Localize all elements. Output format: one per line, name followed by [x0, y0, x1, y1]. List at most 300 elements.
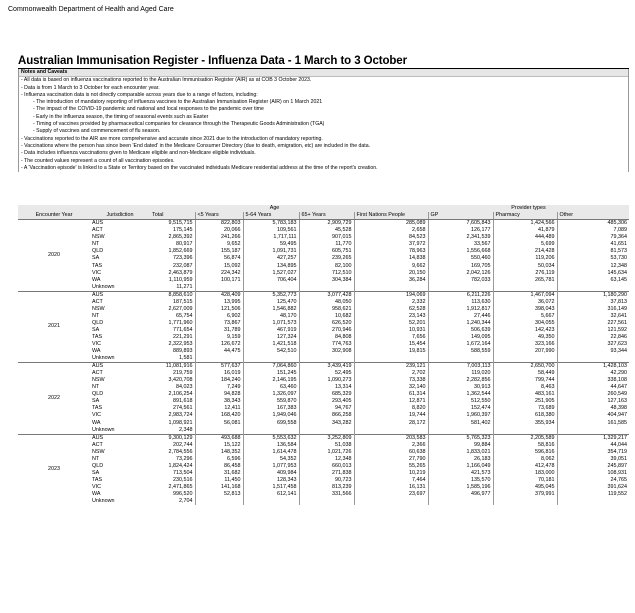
value-cell: 1,556,668 — [428, 248, 493, 255]
value-cell: 355,934 — [493, 419, 557, 426]
value-cell: 136,584 — [243, 442, 299, 449]
value-cell — [243, 355, 299, 363]
col-age-lt5: <5 Years — [195, 212, 243, 220]
value-cell: 32,641 — [557, 313, 629, 320]
value-cell: 127,163 — [557, 398, 629, 405]
value-cell: 444,489 — [493, 234, 557, 241]
value-cell: 62,528 — [354, 306, 428, 313]
table-row — [18, 234, 629, 241]
value-cell: 11,450 — [195, 477, 243, 484]
value-cell: 63,145 — [557, 276, 629, 283]
note-line: - Early in the influenza season, the timing of seasonal events such as Easter — [33, 113, 209, 120]
table-row — [18, 463, 629, 470]
table-row — [18, 477, 629, 484]
value-cell — [428, 284, 493, 292]
value-cell: 626,520 — [299, 320, 354, 327]
value-cell: 2,322,953 — [168, 341, 193, 348]
value-cell: 265,781 — [493, 276, 557, 283]
table-row — [18, 348, 629, 355]
value-cell: 1,362,544 — [428, 391, 493, 398]
value-cell: 2,658 — [354, 227, 428, 234]
value-cell — [354, 498, 428, 505]
table-row — [18, 227, 629, 234]
table-row — [18, 299, 629, 306]
value-cell: 175,145 — [173, 227, 193, 234]
value-cell: 404,947 — [557, 412, 629, 419]
value-cell: 1,424,566 — [493, 220, 557, 228]
jurisdiction-cell: AUS — [90, 363, 150, 371]
value-cell: 10,219 — [354, 470, 428, 477]
value-cell — [195, 284, 243, 292]
value-cell — [557, 284, 629, 292]
value-cell — [299, 355, 354, 363]
value-cell: 293,405 — [299, 398, 354, 405]
value-cell: 121,592 — [557, 327, 629, 334]
value-cell: 60,638 — [354, 449, 428, 456]
value-cell — [243, 498, 299, 505]
value-cell: 1,110,959 — [168, 276, 193, 283]
encounter-year-cell: 2022 — [18, 363, 90, 434]
note-line: - Vaccinations where the person has since been 'End dated' in the Medicare Consumer Directory (due to death, emigration, etc) are included in the data. — [21, 142, 371, 149]
value-cell: 194,069 — [354, 291, 428, 299]
value-cell: 42,290 — [557, 370, 629, 377]
value-cell: 822,803 — [195, 220, 243, 228]
value-cell: 52,813 — [195, 491, 243, 498]
value-cell: 596,816 — [493, 449, 557, 456]
value-cell: 1,421,518 — [243, 341, 299, 348]
table-row — [18, 248, 629, 255]
value-cell: 48,170 — [243, 313, 299, 320]
jurisdiction-cell: QLD — [92, 319, 104, 326]
value-cell: 127,324 — [243, 334, 299, 341]
value-cell: 467,919 — [243, 327, 299, 334]
value-cell: 771,654 — [173, 326, 193, 333]
note-line: - The counted values represent a count of all vaccination episodes. — [21, 157, 175, 164]
value-cell: 485,306 — [557, 220, 629, 228]
value-cell: 412,478 — [493, 463, 557, 470]
value-cell: 379,991 — [493, 491, 557, 498]
jurisdiction-cell: QLD — [92, 391, 104, 398]
value-cell: 12,871 — [354, 398, 428, 405]
value-cell: 58,816 — [493, 442, 557, 449]
value-cell: 285,089 — [354, 220, 428, 228]
col-first-nations: First Nations People — [354, 212, 428, 220]
value-cell — [493, 426, 557, 434]
value-cell: 1,517,458 — [243, 484, 299, 491]
col-age-65: 65+ Years — [299, 212, 354, 220]
value-cell: 1,833,021 — [428, 449, 493, 456]
value-cell: 2,704 — [179, 498, 193, 505]
value-cell: 581,402 — [428, 419, 493, 426]
value-cell — [557, 355, 629, 363]
value-cell — [493, 498, 557, 505]
value-cell: 12,348 — [299, 456, 354, 463]
value-cell: 10,931 — [354, 327, 428, 334]
blank-header — [18, 205, 195, 212]
table-row — [18, 341, 629, 348]
value-cell: 10,682 — [299, 313, 354, 320]
value-cell: 2,650,700 — [493, 363, 557, 371]
value-cell: 14,838 — [354, 255, 428, 262]
age-group-header: Age — [195, 205, 354, 212]
value-cell: 45,528 — [299, 227, 354, 234]
value-cell: 53,730 — [557, 255, 629, 262]
col-pharmacy: Pharmacy — [493, 212, 557, 220]
value-cell: 1,166,049 — [428, 463, 493, 470]
table-row — [18, 434, 629, 442]
value-cell — [493, 284, 557, 292]
table-row — [18, 313, 629, 320]
value-cell: 121,506 — [195, 306, 243, 313]
value-cell: 391,624 — [557, 484, 629, 491]
table-row — [18, 327, 629, 334]
value-cell: 6,211,226 — [428, 291, 493, 299]
value-cell: 1,527,027 — [243, 269, 299, 276]
value-cell: 304,055 — [493, 320, 557, 327]
value-cell: 713,504 — [173, 469, 193, 476]
value-cell: 7,249 — [195, 384, 243, 391]
value-cell: 65,754 — [176, 312, 193, 319]
value-cell: 23,697 — [354, 491, 428, 498]
value-cell: 44,647 — [557, 384, 629, 391]
value-cell: 799,744 — [493, 377, 557, 384]
jurisdiction-cell: TAS — [92, 405, 103, 412]
value-cell: 203,583 — [354, 434, 428, 442]
value-cell: 866,258 — [299, 412, 354, 419]
value-cell: 221,291 — [173, 333, 193, 340]
value-cell: 327,623 — [557, 341, 629, 348]
jurisdiction-cell: WA — [92, 348, 101, 355]
note-line: - The introduction of mandatory reporting of influenza vaccines to the Australian Immunisation Register (AIR) on 1 March 2021 — [33, 99, 323, 106]
table-row — [18, 377, 629, 384]
jurisdiction-cell: NT — [92, 241, 100, 248]
value-cell: 891,618 — [173, 398, 193, 405]
value-cell: 32,140 — [354, 384, 428, 391]
value-cell: 38,343 — [195, 398, 243, 405]
jurisdiction-cell: NSW — [92, 305, 105, 312]
value-cell: 51,038 — [299, 442, 354, 449]
value-cell: 50,034 — [493, 262, 557, 269]
value-cell — [557, 498, 629, 505]
value-cell: 338,108 — [557, 377, 629, 384]
value-cell: 52,201 — [354, 320, 428, 327]
value-cell: 723,396 — [173, 255, 193, 262]
note-line: - Supply of vaccines and commencement of flu season. — [33, 128, 161, 135]
value-cell: 2,348 — [179, 426, 193, 433]
value-cell: 493,688 — [195, 434, 243, 442]
value-cell: 1,546,882 — [243, 306, 299, 313]
value-cell: 142,423 — [493, 327, 557, 334]
table-row — [18, 442, 629, 449]
jurisdiction-cell: Unknown — [92, 498, 115, 505]
value-cell: 224,342 — [195, 269, 243, 276]
value-cell: 100,171 — [195, 276, 243, 283]
jurisdiction-cell: WA — [92, 491, 101, 497]
jurisdiction-cell: Unknown — [92, 426, 115, 433]
value-cell: 86,458 — [195, 463, 243, 470]
jurisdiction-cell: NT — [92, 384, 100, 391]
value-cell: 6,902 — [195, 313, 243, 320]
value-cell: 12,411 — [195, 405, 243, 412]
table-row — [18, 276, 629, 283]
note-line: - Vaccinations reported to the AIR are more comprehensive and accurate since 2021 due to the introduction of mandatory reporting. — [21, 135, 323, 142]
jurisdiction-cell: NT — [92, 312, 100, 319]
value-cell: 7,089 — [557, 227, 629, 234]
value-cell: 20,150 — [354, 269, 428, 276]
value-cell: 7,464 — [354, 477, 428, 484]
value-cell: 19,815 — [354, 348, 428, 355]
note-line: - Timing of vaccines provided by pharmaceutical companies for clearance through the Therapeutic Goods Administration (TGA) — [33, 121, 325, 128]
value-cell: 2,463,879 — [168, 269, 193, 276]
value-cell: 141,168 — [195, 484, 243, 491]
value-cell: 148,352 — [195, 449, 243, 456]
provider-group-header: Provider types — [428, 205, 629, 212]
value-cell: 7,605,843 — [428, 220, 493, 228]
value-cell: 699,558 — [243, 419, 299, 426]
value-cell: 2,282,856 — [428, 377, 493, 384]
value-cell: 33,567 — [428, 241, 493, 248]
value-cell: 55,265 — [354, 463, 428, 470]
value-cell: 559,870 — [243, 398, 299, 405]
jurisdiction-cell: SA — [92, 326, 100, 333]
table-row — [18, 363, 629, 371]
table-row — [18, 491, 629, 498]
value-cell: 304,384 — [299, 276, 354, 283]
value-cell: 5,699 — [493, 241, 557, 248]
jurisdiction-cell: AUS — [90, 291, 150, 299]
value-cell: 41,651 — [557, 241, 629, 248]
table-row — [18, 370, 629, 377]
jurisdiction-cell: QLD — [92, 248, 104, 255]
value-cell: 1,824,424 — [168, 462, 193, 469]
value-cell: 8,062 — [493, 456, 557, 463]
value-cell: 135,570 — [428, 477, 493, 484]
value-cell: 512,550 — [428, 398, 493, 405]
value-cell: 1,672,164 — [428, 341, 493, 348]
value-cell: 302,908 — [299, 348, 354, 355]
table-row — [18, 449, 629, 456]
value-cell: 6,596 — [195, 456, 243, 463]
jurisdiction-cell: SA — [92, 398, 100, 405]
value-cell: 79,364 — [557, 234, 629, 241]
value-cell: 39,051 — [557, 456, 629, 463]
value-cell: 495,045 — [493, 484, 557, 491]
value-cell: 16,131 — [354, 484, 428, 491]
value-cell: 152,474 — [428, 405, 493, 412]
value-cell: 31,682 — [195, 470, 243, 477]
value-cell: 7,064,860 — [243, 363, 299, 371]
jurisdiction-cell: ACT — [92, 227, 103, 234]
value-cell: 37,813 — [557, 299, 629, 306]
value-cell: 59,495 — [243, 241, 299, 248]
table-row — [18, 291, 629, 299]
col-encounter-year: Encounter Year — [18, 212, 90, 220]
value-cell — [243, 426, 299, 434]
value-cell: 84,808 — [299, 334, 354, 341]
value-cell: 605,751 — [299, 248, 354, 255]
value-cell: 5,553,632 — [243, 434, 299, 442]
value-cell: 239,265 — [299, 255, 354, 262]
table-row — [18, 391, 629, 398]
value-cell: 409,984 — [243, 470, 299, 477]
col-age-5-64: 5-64 Years — [243, 212, 299, 220]
jurisdiction-cell: TAS — [92, 476, 103, 483]
table-row — [18, 306, 629, 313]
value-cell: 126,177 — [428, 227, 493, 234]
value-cell: 82,100 — [299, 262, 354, 269]
value-cell — [299, 426, 354, 434]
value-cell: 1,717,111 — [243, 234, 299, 241]
value-cell: 588,559 — [428, 348, 493, 355]
note-line: - Data is from 1 March to 3 October for each encounter year. — [21, 84, 160, 91]
value-cell: 108,931 — [557, 470, 629, 477]
value-cell: 15,122 — [195, 442, 243, 449]
value-cell: 24,765 — [557, 477, 629, 484]
value-cell: 134,895 — [243, 262, 299, 269]
value-cell: 1,949,046 — [243, 412, 299, 419]
value-cell: 958,621 — [299, 306, 354, 313]
value-cell: 184,240 — [195, 377, 243, 384]
value-cell: 61,314 — [354, 391, 428, 398]
value-cell: 2,332 — [354, 299, 428, 306]
value-cell: 1,071,573 — [243, 320, 299, 327]
table-row — [18, 220, 629, 228]
value-cell: 612,141 — [243, 491, 299, 498]
table-row — [18, 269, 629, 276]
value-cell: 20,066 — [195, 227, 243, 234]
jurisdiction-cell: WA — [92, 276, 101, 283]
value-cell: 427,257 — [243, 255, 299, 262]
value-cell — [428, 355, 493, 363]
value-cell: 1,614,478 — [243, 449, 299, 456]
value-cell: 7,003,113 — [428, 363, 493, 371]
value-cell: 1,240,344 — [428, 320, 493, 327]
value-cell: 2,865,392 — [168, 234, 193, 241]
value-cell: 113,630 — [428, 299, 493, 306]
value-cell: 5,352,773 — [243, 291, 299, 299]
value-cell: 1,021,726 — [299, 449, 354, 456]
value-cell: 276,119 — [493, 269, 557, 276]
value-cell: 421,573 — [428, 470, 493, 477]
value-cell: 44,044 — [557, 442, 629, 449]
value-cell: 36,284 — [354, 276, 428, 283]
value-cell: 271,838 — [299, 470, 354, 477]
value-cell: 496,977 — [428, 491, 493, 498]
value-cell: 126,672 — [195, 341, 243, 348]
value-cell — [243, 284, 299, 292]
value-cell: 2,983,724 — [168, 412, 193, 419]
value-cell: 316,149 — [557, 306, 629, 313]
value-cell: 151,245 — [243, 370, 299, 377]
value-cell: 15,454 — [354, 341, 428, 348]
value-cell: 99,884 — [428, 442, 493, 449]
col-gp: GP — [428, 212, 493, 220]
value-cell: 119,020 — [428, 370, 493, 377]
value-cell: 3,439,419 — [299, 363, 354, 371]
value-cell: 712,510 — [299, 269, 354, 276]
value-cell: 31,789 — [195, 327, 243, 334]
value-cell: 232,087 — [173, 262, 193, 269]
value-cell: 56,081 — [195, 419, 243, 426]
table-row — [18, 284, 629, 292]
value-cell: 167,383 — [243, 405, 299, 412]
table-row — [18, 384, 629, 391]
value-cell: 1,960,397 — [428, 412, 493, 419]
value-cell: 30,913 — [428, 384, 493, 391]
value-cell: 54,352 — [243, 456, 299, 463]
value-cell: 3,077,428 — [299, 291, 354, 299]
value-cell: 37,972 — [354, 241, 428, 248]
value-cell — [354, 426, 428, 434]
jurisdiction-cell: VIC — [92, 341, 101, 348]
value-cell — [195, 498, 243, 505]
value-cell: 9,652 — [195, 241, 243, 248]
value-cell: 8,820 — [354, 405, 428, 412]
value-cell: 618,380 — [493, 412, 557, 419]
value-cell: 48,050 — [299, 299, 354, 306]
value-cell: 2,341,539 — [428, 234, 493, 241]
table-row — [18, 255, 629, 262]
value-cell: 2,042,126 — [428, 269, 493, 276]
value-cell: 109,561 — [243, 227, 299, 234]
value-cell: 428,409 — [195, 291, 243, 299]
value-cell: 1,912,817 — [428, 306, 493, 313]
value-cell: 483,161 — [493, 391, 557, 398]
jurisdiction-cell: VIC — [92, 269, 101, 276]
value-cell — [428, 498, 493, 505]
value-cell: 15,092 — [195, 262, 243, 269]
value-cell: 245,897 — [557, 463, 629, 470]
table-row — [18, 334, 629, 341]
value-cell — [354, 284, 428, 292]
group-header-row — [18, 205, 629, 212]
value-cell: 354,719 — [557, 449, 629, 456]
value-cell: 9,662 — [354, 262, 428, 269]
jurisdiction-cell: TAS — [92, 262, 103, 269]
value-cell: 207,990 — [493, 348, 557, 355]
value-cell: 183,000 — [493, 470, 557, 477]
table-row — [18, 484, 629, 491]
jurisdiction-cell: NT — [92, 455, 100, 462]
value-cell: 813,239 — [299, 484, 354, 491]
value-cell: 5,765,323 — [428, 434, 493, 442]
notes-heading: Notes and Caveats — [19, 69, 628, 77]
jurisdiction-cell: Unknown — [92, 355, 115, 362]
value-cell: 23,143 — [354, 313, 428, 320]
value-cell: 13,995 — [195, 299, 243, 306]
note-line: - Data includes influenza vaccinations given to Medicare eligible and non-Medicare eligible individuals. — [21, 150, 256, 157]
value-cell: 13,314 — [299, 384, 354, 391]
jurisdiction-cell: VIC — [92, 412, 101, 419]
value-cell: 44,475 — [195, 348, 243, 355]
table-row — [18, 426, 629, 434]
value-cell: 27,790 — [354, 456, 428, 463]
value-cell: 270,946 — [299, 327, 354, 334]
note-line: - All data is based on influenza vaccinations reported to the Australian Immunisation Register (AIR) as at COB 3 October 2023. — [21, 77, 312, 84]
value-cell: 1,326,097 — [243, 391, 299, 398]
jurisdiction-cell: SA — [92, 469, 100, 476]
value-cell: 94,828 — [195, 391, 243, 398]
value-cell: 78,963 — [354, 248, 428, 255]
table-row — [18, 456, 629, 463]
value-cell: 8,463 — [493, 384, 557, 391]
value-cell: 1,581 — [179, 355, 193, 362]
value-cell: 12,348 — [557, 262, 629, 269]
value-cell: 9,159 — [195, 334, 243, 341]
value-cell: 274,561 — [173, 405, 193, 412]
value-cell: 11,770 — [299, 241, 354, 248]
value-cell — [195, 355, 243, 363]
